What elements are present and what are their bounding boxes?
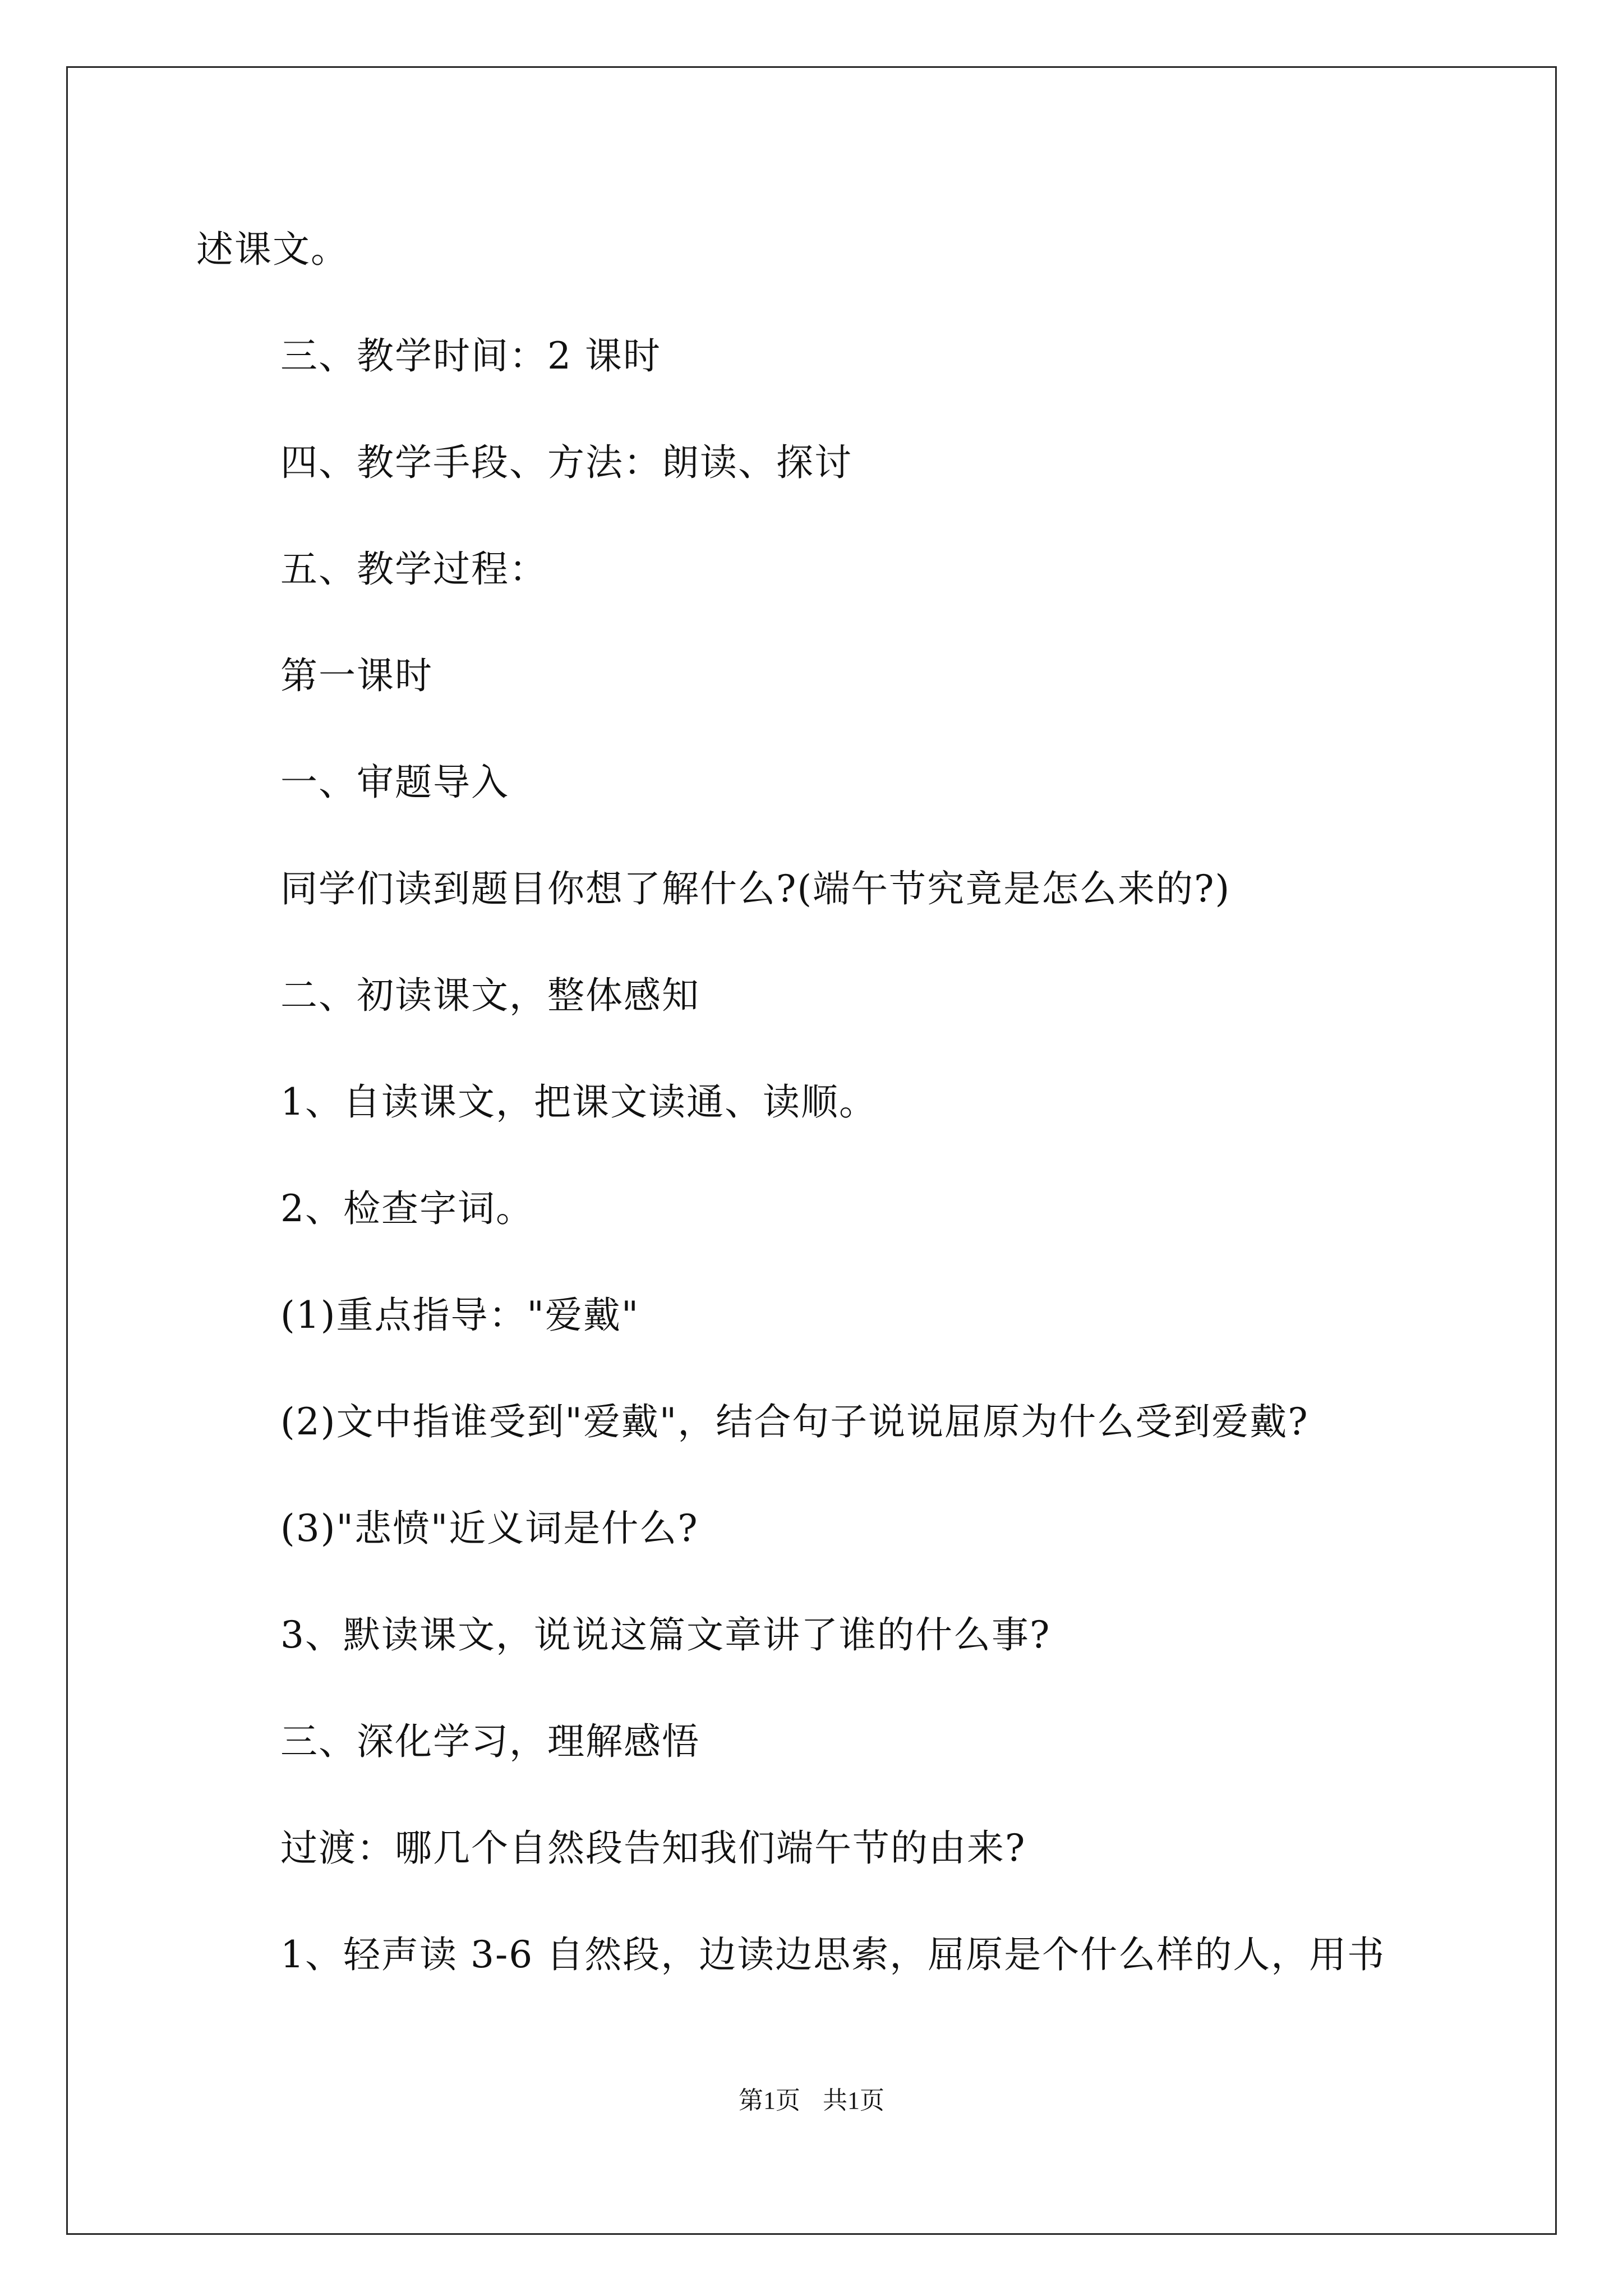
text-line: 述课文。 bbox=[196, 228, 349, 271]
text-line: (3)"悲愤"近义词是什么? bbox=[280, 1507, 699, 1550]
text-line: 第一课时 bbox=[280, 654, 433, 697]
text-line: 一、审题导入 bbox=[280, 761, 509, 804]
text-line: 2、检查字词。 bbox=[280, 1187, 534, 1230]
page-frame bbox=[66, 66, 1557, 2235]
text-line: 同学们读到题目你想了解什么?(端午节究竟是怎么来的?) bbox=[280, 867, 1231, 910]
text-line: 三、教学时间：2 课时 bbox=[280, 334, 661, 378]
text-line: 三、深化学习，理解感悟 bbox=[280, 1720, 700, 1763]
text-line: 五、教学过程： bbox=[280, 547, 547, 591]
text-line: (1)重点指导："爱戴" bbox=[280, 1294, 640, 1337]
text-line: (2)文中指谁受到"爱戴"，结合句子说说屈原为什么受到爱戴? bbox=[280, 1400, 1309, 1443]
page-number: 第1页 bbox=[739, 2087, 800, 2114]
text-line: 过渡：哪几个自然段告知我们端午节的由来? bbox=[280, 1826, 1026, 1870]
text-line: 1、轻声读 3-6 自然段，边读边思索，屈原是个什么样的人，用书 bbox=[280, 1933, 1386, 1976]
text-line: 四、教学手段、方法：朗读、探讨 bbox=[280, 441, 852, 484]
text-line: 二、初读课文，整体感知 bbox=[280, 974, 700, 1017]
text-line: 3、默读课文，说说这篇文章讲了谁的什么事? bbox=[280, 1613, 1051, 1657]
text-line: 1、自读课文，把课文读通、读顺。 bbox=[280, 1080, 877, 1124]
page-footer bbox=[0, 2084, 1623, 2118]
page-total: 共1页 bbox=[823, 2087, 884, 2114]
